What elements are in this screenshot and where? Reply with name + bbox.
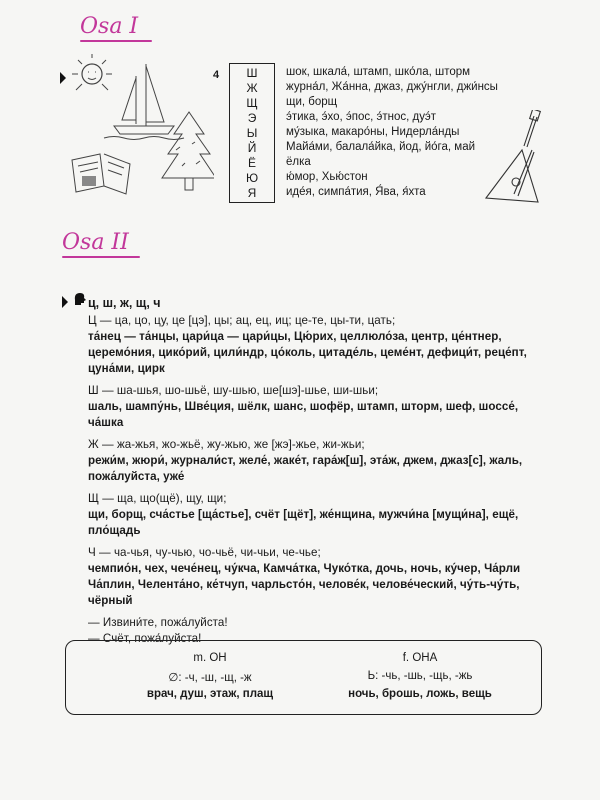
feminine-examples: ночь, брошь, ложь, вещь <box>348 688 492 700</box>
exercise-line: цуна́ми, цирк <box>88 362 165 375</box>
exercise-line: Щ — ща, що(щё), щу, щи; <box>88 492 227 505</box>
letter: Ю <box>245 171 259 185</box>
word-list-line: му́зыка, макаро́ны, Нидерла́нды <box>286 126 460 138</box>
letter: Й <box>247 141 257 155</box>
word-list-line: Майа́ми, балала́йка, йод, йо́га, май <box>286 141 476 153</box>
word-list-line: журна́л, Жа́нна, джаз, джу́нгли, джи́нсы <box>286 81 498 93</box>
letter: Ы <box>246 126 258 140</box>
exercise-line: Ш — ша-шья, шо-шьё, шу-шью, ше[шэ]-шье, ши-шьи; <box>88 384 379 397</box>
letter: Ж <box>246 81 258 95</box>
letter: Ш <box>246 66 258 80</box>
exercise-line: шаль, шампу́нь, Шве́ция, шёлк, шанс, шофёр, штамп, шторм, шеф, шоссе́, <box>88 400 519 413</box>
dialogue-line: — Счёт, пожа́луйста! <box>88 632 202 645</box>
exercise-line: Ч — ча-чья, чу-чью, чо-чьё, чи-чьи, че-чье; <box>88 546 321 559</box>
exercise-line: чёрный <box>88 594 133 607</box>
exercise-line: пло́щадь <box>88 524 141 537</box>
exercise-line: чемпио́н, чех, чече́нец, чу́кча, Камча́тка, Чуко́тка, дочь, ночь, ку́чер, Ча́рли <box>88 562 521 575</box>
exercise-line: режи́м, жюри́, журнали́ст, желе́, жаке́т, гара́ж[ш], эта́ж, джем, джаз[с], жаль, <box>88 454 523 467</box>
exercise-line: Ж — жа-жья, жо-жьё, жу-жью, же [жэ]-жье, жи-жьи; <box>88 438 365 451</box>
part2-heading: Osa II <box>62 230 129 255</box>
exercise-line: та́нец — та́нцы, цари́ца — цари́цы, Цю́рих, целлюло́за, центр, це́нтнер, <box>88 330 502 343</box>
word-list-line: шок, шкала́, штамп, шко́ла, шторм <box>286 66 471 78</box>
masculine-examples: врач, душ, этаж, плащ <box>146 688 274 700</box>
exercise-line: щи, борщ, сча́стье [ща́стье], счёт [щёт], же́нщина, мужчи́на [мущи́на], ещё, <box>88 508 519 521</box>
exercise-line: церемо́ния, цико́рий, цили́ндр, цо́коль, цитаде́ль, цеме́нт, дефици́т, реце́пт, <box>88 346 527 359</box>
audio-play-icon[interactable] <box>62 296 68 308</box>
masculine-endings: ∅: -ч, -ш, -щ, -ж <box>168 672 252 684</box>
part2-underline <box>62 256 140 258</box>
dialogue-line: — Извини́те, пожа́луйста! <box>88 616 228 629</box>
part1-underline <box>80 40 152 42</box>
part1-heading: Osa I <box>80 14 139 39</box>
exercise-line: пожа́луйста, уже́ <box>88 470 185 483</box>
word-list-line: иде́я, симпа́тия, Я́ва, я́хта <box>286 186 426 198</box>
section-number: 4 <box>213 69 220 81</box>
feminine-title: f. ОНА <box>402 652 438 664</box>
letter: Э <box>247 111 257 125</box>
masculine-title: m. ОН <box>193 652 227 664</box>
exercise-line: Ц — ца, цо, цу, це [цэ], цы; ац, ец, иц; це-те, цы-ти, цать; <box>88 314 396 327</box>
letter: Щ <box>246 96 258 110</box>
illustration-sun-boat-tree-book <box>64 54 214 204</box>
exercise-line: Ча́плин, Челента́но, ке́тчуп, чарльсто́н, челове́к, челове́ческий, чу́ть-чу́ть, <box>88 578 520 591</box>
speaking-head-icon <box>72 291 88 307</box>
letter: Ё <box>247 156 256 170</box>
word-list-line: э́тика, э́хо, э́пос, э́тнос, дуэ́т <box>286 111 437 123</box>
word-list-line: щи, борщ <box>286 96 338 108</box>
section2-title: ц, ш, ж, щ, ч <box>88 296 161 310</box>
feminine-endings: Ь: -чь, -шь, -щь, -жь <box>367 670 473 682</box>
letter: Я <box>247 186 257 200</box>
exercise-line: ча́шка <box>88 416 124 429</box>
balalaika-illustration <box>476 110 546 210</box>
word-list-line: ёлка <box>286 156 311 168</box>
word-list-line: ю́мор, Хью́стон <box>286 171 368 183</box>
